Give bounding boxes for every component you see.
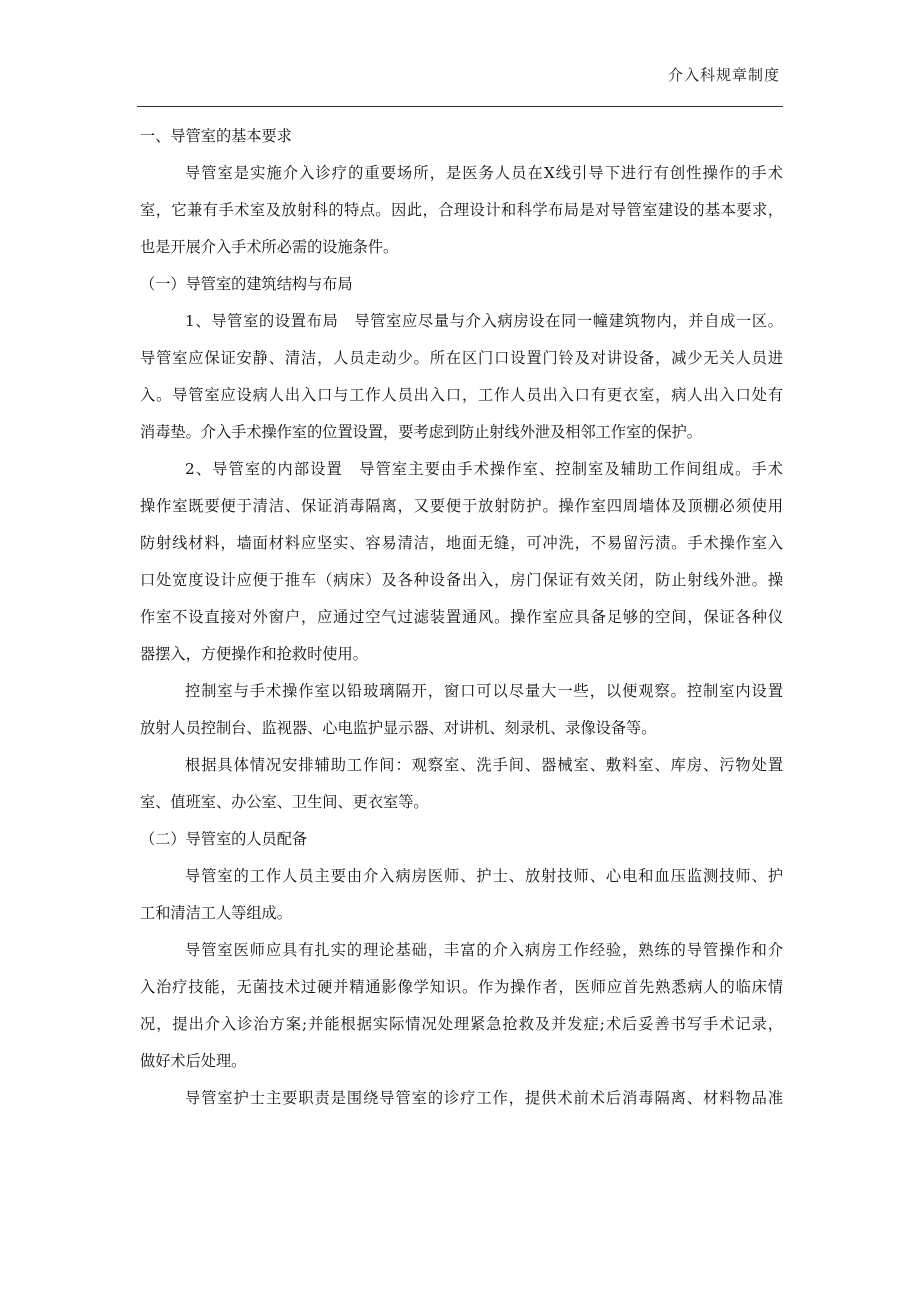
paragraph — [140, 457, 783, 667]
header-title: 介入科规章制度 — [667, 66, 780, 84]
document-body — [140, 124, 783, 1123]
text-line: 作室不设直接对外窗户，应通过空气过滤装置通风。操作室应具备足够的空间，保证各种仪 — [140, 608, 783, 626]
text-line: 室，它兼有手术室及放射科的特点。因此，合理设计和科学布局是对导管室建设的基本要求， — [140, 201, 783, 219]
text-line: 2、导管室的内部设置 导管室主要由手术操作室、控制室及辅助工作间组成。手术 — [185, 460, 783, 478]
text-line: 1、导管室的设置布局 导管室应尽量与介入病房设在同一幢建筑物内，并自成一区。 — [185, 312, 783, 330]
text-line: 防射线材料，墙面材料应坚实、容易清洁，地面无缝，可冲洗，不易留污渍。手术操作室入 — [140, 534, 783, 552]
paragraph — [140, 679, 783, 741]
paragraph — [140, 1086, 783, 1111]
text-line: 导管室的工作人员主要由介入病房医师、护士、放射技师、心电和血压监测技师、护 — [185, 867, 783, 885]
text-line: 导管室护士主要职责是围绕导管室的诊疗工作，提供术前术后消毒隔离、材料物品准 — [185, 1089, 783, 1107]
text-line: 消毒垫。介入手术操作室的位置设置，要考虑到防止射线外泄及相邻工作室的保护。 — [140, 423, 702, 441]
text-line: 室、值班室、办公室、卫生间、更衣室等。 — [140, 793, 429, 811]
text-line: 入。导管室应设病人出入口与工作人员出入口，工作人员出入口有更衣室，病人出入口处有 — [140, 386, 783, 404]
paragraph — [140, 938, 783, 1074]
text-line: 入治疗技能，无菌技术过硬并精通影像学知识。作为操作者，医师应首先熟悉病人的临床情 — [140, 978, 783, 996]
text-line: 根据具体情况安排辅助工作间：观察室、洗手间、器械室、敷料室、库房、污物处置 — [185, 756, 783, 774]
text-line: 工和清洁工人等组成。 — [140, 904, 292, 922]
subsection-heading: （二）导管室的人员配备 — [140, 830, 308, 848]
text-line: 口处宽度设计应便于推车（病床）及各种设备出入，房门保证有效关闭，防止射线外泄。操 — [140, 571, 783, 589]
text-line: 做好术后处理。 — [140, 1052, 247, 1070]
header-divider — [137, 106, 783, 107]
text-line: 器摆入，方便操作和抢救时使用。 — [140, 645, 368, 663]
text-line: 导管室是实施介入诊疗的重要场所，是医务人员在X线引导下进行有创性操作的手术 — [185, 164, 783, 182]
text-line: 也是开展介入手术所必需的设施条件。 — [140, 238, 399, 256]
paragraph — [140, 309, 783, 445]
paragraph — [140, 864, 783, 926]
text-line: 控制室与手术操作室以铅玻璃隔开，窗口可以尽量大一些，以便观察。控制室内设置 — [185, 682, 783, 700]
text-line: 导管室医师应具有扎实的理论基础，丰富的介入病房工作经验，熟练的导管操作和介 — [185, 941, 783, 959]
text-line: 况，提出介入诊治方案;并能根据实际情况处理紧急抢救及并发症;术后妥善书写手术记录， — [140, 1015, 783, 1033]
paragraph — [140, 161, 783, 260]
paragraph — [140, 753, 783, 815]
text-line: 导管室应保证安静、清洁，人员走动少。所在区门口设置门铃及对讲设备，减少无关人员进 — [140, 349, 783, 367]
text-line: 操作室既要便于清洁、保证消毒隔离，又要便于放射防护。操作室四周墙体及顶棚必须使用 — [140, 497, 783, 515]
subsection-heading: （一）导管室的建筑结构与布局 — [140, 275, 353, 293]
text-line: 放射人员控制台、监视器、心电监护显示器、对讲机、刻录机、录像设备等。 — [140, 719, 657, 737]
section-heading: 一、导管室的基本要求 — [140, 127, 292, 145]
